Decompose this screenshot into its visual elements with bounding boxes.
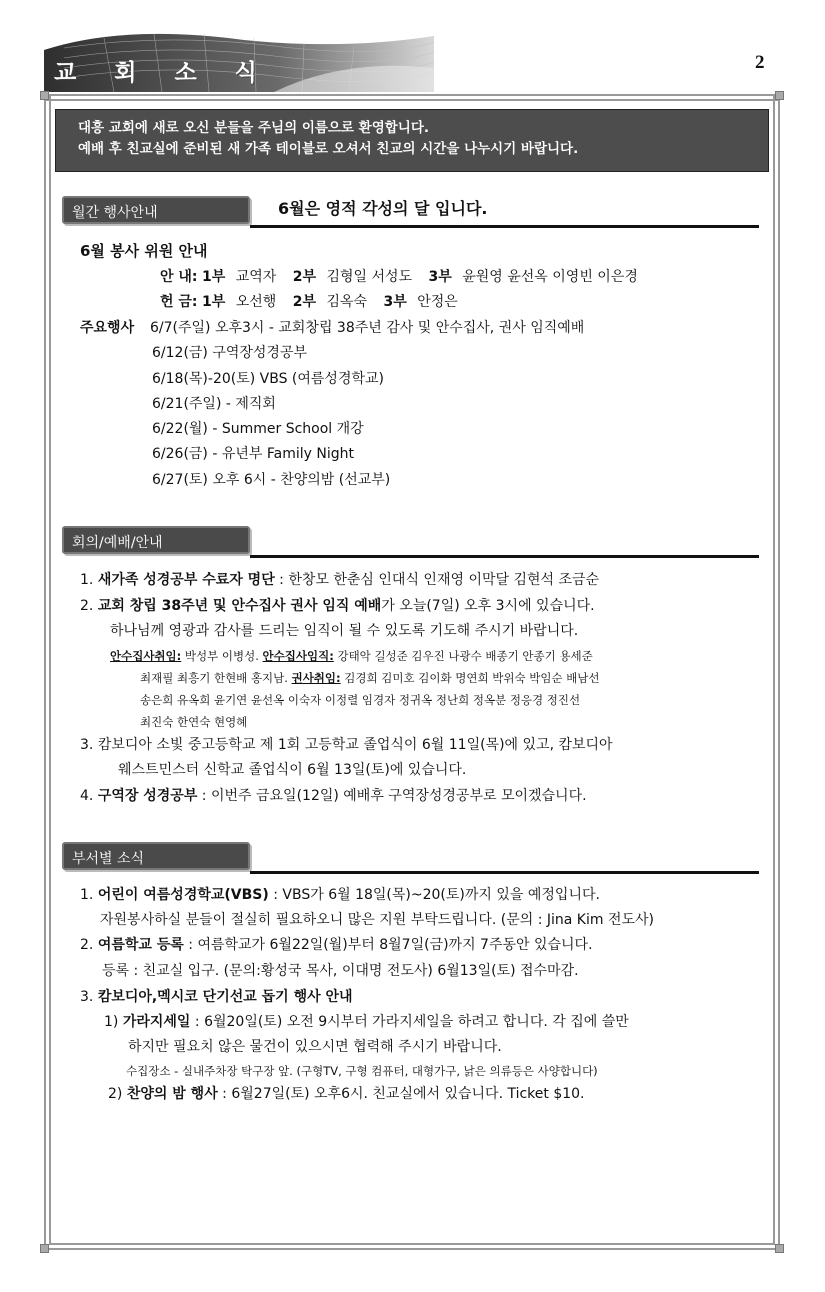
item-text: 가 오늘(7일) 오후 3시에 있습니다. (381, 598, 595, 614)
item-text: 하지만 필요치 않은 물건이 있으시면 협력해 주시기 바랍니다. (128, 1039, 502, 1055)
frame-corner (40, 1244, 49, 1253)
part-label: 3부 (428, 269, 452, 285)
item-number: 3. (80, 989, 94, 1005)
item-number: 1) (104, 1014, 119, 1030)
events-label: 주요행사 (80, 320, 135, 336)
meeting-item-1 (80, 571, 599, 589)
item-text: 수집장소 - 실내주차장 탁구장 앞. (구형TV, 구형 컴퓨터, 대형가구, 낡은 의류등은 사양합니다) (126, 1064, 598, 1078)
item-text: 캄보디아 소빛 중고등학교 제 1회 고등학교 졸업식이 6월 11일(목)에 있고, 캄보디아 (97, 737, 613, 753)
offering-label: 헌 금: (160, 294, 198, 310)
item-number: 2) (108, 1086, 123, 1102)
section-rule (250, 225, 759, 228)
item-text: : 한창모 한춘심 인대식 인재영 이막달 김현석 조금순 (274, 572, 600, 588)
guide-row (160, 268, 638, 286)
item-number: 1. (80, 572, 94, 588)
deacon-retire-label: 안수집사취임: (110, 649, 182, 663)
guide-names: 김형일 서성도 (326, 269, 413, 285)
meeting-item-2 (80, 597, 595, 615)
deacon-ordain-label: 안수집사임직: (262, 649, 334, 663)
frame-corner (775, 1244, 784, 1253)
guide-names: 윤원영 윤선옥 이영빈 이은경 (462, 269, 638, 285)
dept-item-2 (80, 936, 593, 954)
item-title: 가라지세일 (122, 1014, 191, 1030)
event-item: 6/26(금) - 유년부 Family Night (152, 446, 354, 462)
item-text: : 여름학교가 6월22일(월)부터 8월7일(금)까지 7주동안 있습니다. (183, 937, 593, 953)
tab-meetings: 회의/예배/안내 (62, 526, 250, 554)
item-title: 새가족 성경공부 수료자 명단 (97, 572, 275, 588)
names: 최재필 최흥기 한현배 홍지남. (140, 671, 288, 685)
dept-subitem-1 (104, 1013, 629, 1031)
monthly-headline: 6월은 영적 각성의 달 입니다. (278, 199, 488, 218)
part-label: 1부 (201, 269, 226, 285)
dept-subitem-2 (108, 1085, 585, 1103)
frame-corner (40, 91, 49, 100)
guide-names: 교역자 (235, 269, 277, 285)
item-title: 구역장 성경공부 (97, 788, 198, 804)
welcome-line: 대흥 교회에 새로 오신 분들을 주님의 이름으로 환영합니다. (78, 120, 430, 136)
dept-item-1 (80, 886, 600, 904)
volunteers-title: 6월 봉사 위원 안내 (80, 242, 208, 260)
welcome-line: 예배 후 친교실에 준비된 새 가족 테이블로 오셔서 친교의 시간을 나누시기 바랍니다. (78, 141, 579, 157)
ordination-line-1 (110, 647, 593, 665)
item-text: 하나님께 영광과 감사를 드리는 임직이 될 수 있도록 기도해 주시기 바랍니다. (110, 623, 579, 639)
part-label: 1부 (201, 294, 226, 310)
elder-label: 권사취임: (291, 671, 341, 685)
names: 강태악 길성준 김우진 나광수 배종기 안종기 용세준 (333, 649, 593, 663)
dept-item-3 (80, 988, 353, 1006)
item-title: 여름학교 등록 (97, 937, 184, 953)
offering-names: 안정은 (417, 294, 458, 310)
part-label: 2부 (292, 294, 316, 310)
section-rule (250, 871, 759, 874)
item-number: 1. (80, 887, 94, 903)
names: 박성부 이병성. (181, 649, 259, 663)
section-title: 교 회 소 식 (54, 59, 272, 86)
item-text: : 이번주 금요일(12일) 예배후 구역장성경공부로 모이겠습니다. (197, 788, 587, 804)
welcome-box (55, 109, 769, 172)
item-title: 캄보디아,멕시코 단기선교 돕기 행사 안내 (97, 989, 353, 1005)
tab-monthly-events: 월간 행사안내 (62, 196, 250, 224)
page-number: 2 (755, 52, 765, 73)
section-rule (250, 555, 759, 558)
item-text: 등록 : 친교실 입구. (문의:황성국 목사, 이대명 전도사) 6월13일(토) 접수마감. (102, 963, 579, 979)
event-item: 6/12(금) 구역장성경공부 (152, 345, 308, 361)
ordination-line-4: 최진숙 한연숙 현영혜 (140, 715, 248, 729)
meeting-item-3 (80, 736, 613, 754)
names: 김경희 김미호 김이화 명연희 박위숙 박임순 배남선 (340, 671, 600, 685)
item-text: : VBS가 6월 18일(목)~20(토)까지 있을 예정입니다. (268, 887, 600, 903)
item-number: 4. (80, 788, 94, 804)
item-text: : 6월27일(토) 오후6시. 친교실에서 있습니다. Ticket $10. (217, 1086, 585, 1102)
item-title: 어린이 여름성경학교(VBS) (97, 887, 269, 903)
item-number: 2. (80, 598, 94, 614)
part-label: 3부 (383, 294, 407, 310)
offering-names: 김옥숙 (326, 294, 368, 310)
event-item: 6/22(월) - Summer School 개강 (152, 421, 364, 437)
event-item: 6/7(주일) 오후3시 - 교회창립 38주년 감사 및 안수집사, 권사 임직예배 (150, 320, 585, 336)
item-text: 웨스트민스터 신학교 졸업식이 6월 13일(토)에 있습니다. (118, 762, 467, 778)
frame-corner (775, 91, 784, 100)
item-title: 찬양의 밤 행사 (126, 1086, 218, 1102)
ordination-line-2 (140, 669, 600, 687)
offering-row (160, 293, 458, 311)
offering-names: 오선행 (235, 294, 277, 310)
event-item: 6/27(토) 오후 6시 - 찬양의밤 (선교부) (152, 472, 391, 488)
meeting-item-4 (80, 787, 587, 805)
item-text: 자원봉사하실 분들이 절실히 필요하오니 많은 지원 부탁드립니다. (문의 : Jina Kim 전도사) (100, 912, 654, 928)
part-label: 2부 (292, 269, 316, 285)
guide-label: 안 내: (160, 269, 198, 285)
event-item: 6/18(목)-20(토) VBS (여름성경학교) (152, 371, 384, 387)
item-title: 교회 창립 38주년 및 안수집사 권사 임직 예배 (97, 598, 382, 614)
tab-departments: 부서별 소식 (62, 842, 250, 870)
event-item: 6/21(주일) - 제직회 (152, 396, 276, 412)
ordination-line-3: 송은희 유옥희 윤기연 윤선옥 이숙자 이정렬 임경자 정귀옥 정난희 정옥분 정응경 정진선 (140, 693, 581, 707)
item-text: : 6월20일(토) 오전 9시부터 가라지세일을 하려고 합니다. 각 집에 쓸만 (190, 1014, 629, 1030)
item-number: 2. (80, 937, 94, 953)
item-number: 3. (80, 737, 94, 753)
